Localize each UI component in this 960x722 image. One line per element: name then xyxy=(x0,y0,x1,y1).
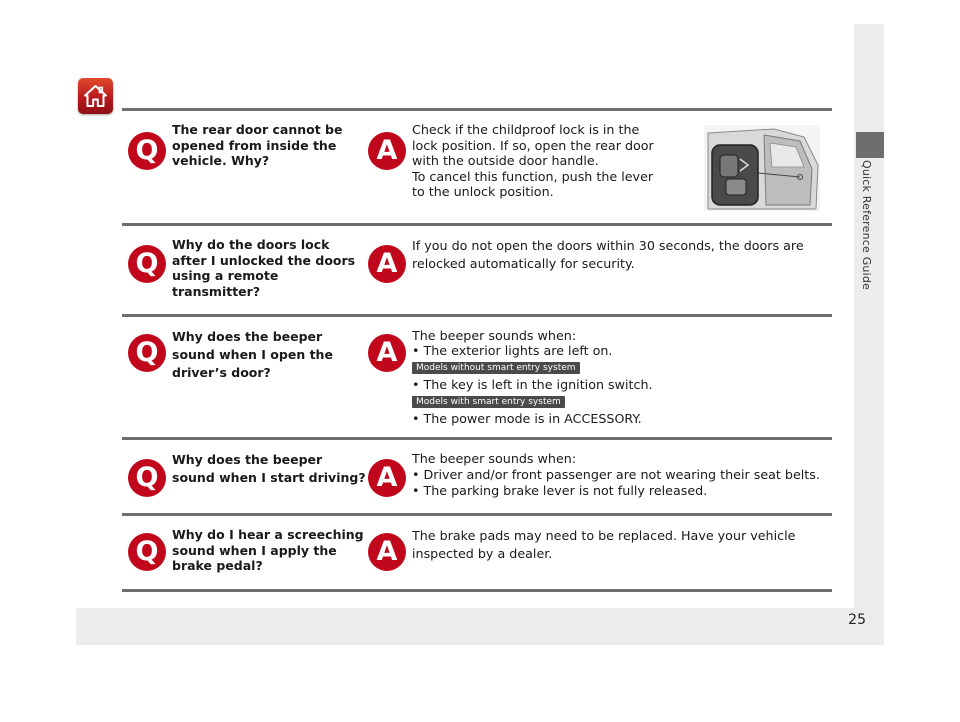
model-tag: Models with smart entry system xyxy=(412,396,565,408)
qa-item xyxy=(122,517,832,589)
home-icon xyxy=(83,83,108,109)
answer-bullet: • The power mode is in ACCESSORY. xyxy=(412,411,653,426)
model-tag: Models without smart entry system xyxy=(412,362,580,374)
answer-badge: A xyxy=(368,459,406,497)
section-tab[interactable] xyxy=(860,160,882,320)
divider xyxy=(122,314,832,317)
answer-text xyxy=(412,328,653,426)
answer-badge: A xyxy=(368,334,406,372)
answer-intro: The beeper sounds when: xyxy=(412,451,577,466)
question-text: Why do I hear a screeching sound when I apply the brake pedal? xyxy=(172,527,364,573)
question-badge: Q xyxy=(128,245,166,283)
question-text: Why does the beeper sound when I open the driver’s door? xyxy=(172,329,333,380)
divider xyxy=(122,513,832,516)
question-badge: Q xyxy=(128,533,166,571)
question-text: Why do the doors lock after I unlocked the doors using a remote transmitter? xyxy=(172,237,356,299)
section-tab-label: Quick Reference Guide xyxy=(860,160,873,290)
question-badge: Q xyxy=(128,334,166,372)
home-button[interactable] xyxy=(78,78,113,114)
question-text: Why does the beeper sound when I start driving? xyxy=(172,452,366,485)
question-badge: Q xyxy=(128,459,166,497)
section-tab-marker xyxy=(856,132,884,158)
answer-bullet: • The parking brake lever is not fully released. xyxy=(412,483,820,499)
answer-text: Check if the childproof lock is in the lock position. If so, open the rear door with the outside door handle. To cancel this function, push the lever to the unlock position. xyxy=(412,122,654,199)
divider xyxy=(122,589,832,592)
question-text: The rear door cannot be opened from inside the vehicle. Why? xyxy=(172,122,343,168)
divider xyxy=(122,108,832,111)
answer-text xyxy=(412,451,820,499)
divider xyxy=(122,223,832,226)
answer-bullet: • The key is left in the ignition switch. xyxy=(412,377,653,392)
answer-text: The brake pads may need to be replaced. Have your vehicle inspected by a dealer. xyxy=(412,528,796,561)
divider xyxy=(122,437,832,440)
answer-badge: A xyxy=(368,533,406,571)
qa-item xyxy=(122,441,832,513)
answer-intro: The beeper sounds when: xyxy=(412,328,577,343)
answer-badge: A xyxy=(368,132,406,170)
answer-text: If you do not open the doors within 30 seconds, the doors are relocked automatically for security. xyxy=(412,238,804,271)
childproof-lock-illustration xyxy=(704,125,820,211)
answer-badge: A xyxy=(368,245,406,283)
page-number: 25 xyxy=(848,612,866,628)
question-badge: Q xyxy=(128,132,166,170)
answer-bullet: • The exterior lights are left on. xyxy=(412,343,653,358)
qa-item xyxy=(122,227,832,313)
answer-bullet: • Driver and/or front passenger are not wearing their seat belts. xyxy=(412,467,820,483)
qa-item xyxy=(122,318,832,436)
